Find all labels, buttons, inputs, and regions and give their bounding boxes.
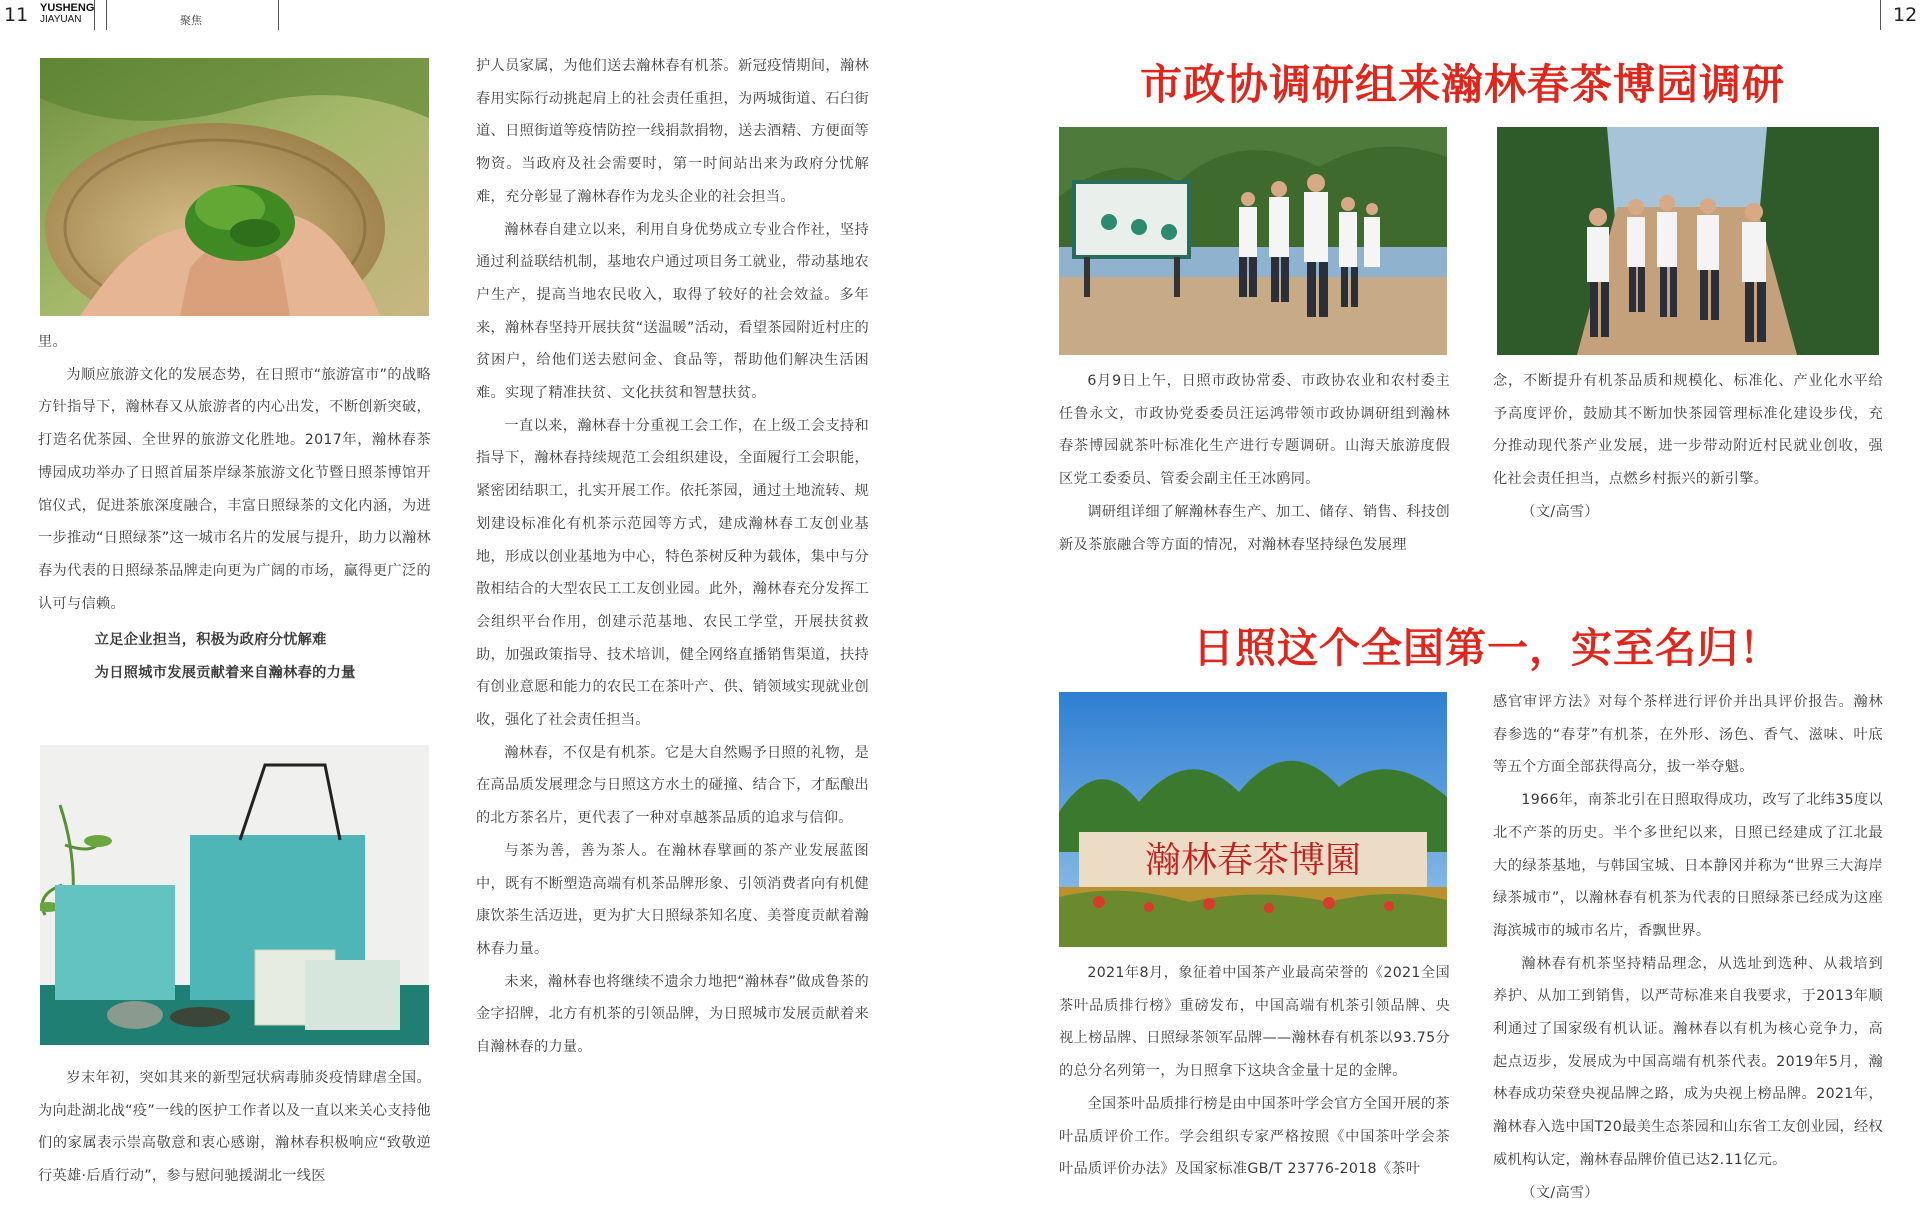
header-divider: [278, 0, 279, 30]
byline: （文/高雪）: [1521, 1184, 1599, 1201]
paragraph: 岁末年初，突如其来的新型冠状病毒肺炎疫情肆虐全国。为向赴湖北战“疫”一线的医护工作者以及一直以来关心支持他们的家属表示崇高敬意和衷心感谢，瀚林春积极响应“致敬逆行英雄·后盾行动”，参与慰问驰援湖北一线医: [38, 1070, 431, 1185]
tea-gift-box-photo: [40, 745, 429, 1045]
article1-column-2: [1493, 365, 1883, 529]
paragraph: 全国茶叶品质排行榜是由中国茶叶学会官方全国开展的茶叶品质评价工作。学会组织专家严格按照《中国茶叶学会茶叶品质评价办法》及国家标准GB/T 23776-2018《茶叶: [1059, 1095, 1450, 1178]
header-divider: [106, 0, 107, 30]
paragraph: 与茶为善，善为茶人。在瀚林春擘画的茶产业发展蓝图中，既有不断塑造高端有机茶品牌形象、引领消费者向有机健康饮茶生活迈进，更为扩大日照绿茶知名度、美誉度贡献着瀚林春力量。: [476, 842, 869, 957]
article-title: 日照这个全国第一，实至名归！: [1193, 624, 1781, 672]
paragraph: 瀚林春有机茶坚持精品理念，从选址到选种、从栽培到养护、从加工到销售，以严苛标准来自我要求，于2013年顺利通过了国家级有机认证。瀚林春以有机为核心竞争力，高起点迈步，发展成为中国高端有机茶代表。2019年5月，瀚林春成功荣登央视品牌之路，成为央视上榜品牌。2021年，瀚林春入选中国T20最美生态茶园和山东省工友创业园，经权威机构认定，瀚林春品牌价值已达2.11亿元。: [1493, 955, 1883, 1168]
article1-column-1: [1059, 365, 1450, 561]
paragraph: 瀚林春，不仅是有机茶。它是大自然赐予日照的礼物，是在高品质发展理念与日照这方水土的碰撞、结合下，才酝酿出的北方茶名片，更代表了一种对卓越茶品质的追求与信仰。: [476, 744, 869, 827]
article-title: 市政协调研组来瀚林春茶博园调研: [1140, 60, 1786, 109]
delegation-sign-photo: [1059, 127, 1447, 355]
header-divider: [94, 0, 95, 30]
paragraph: 瀚林春自建立以来，利用自身优势成立专业合作社，坚持通过利益联结机制，基地农户通过项目务工就业，带动基地农户生产，提高当地农民收入，取得了较好的社会效益。多年来，瀚林春坚持开展扶贫“送温暖”活动，看望茶园附近村庄的贫困户，给他们送去慰问金、食品等，帮助他们解决生活困难。实现了精准扶贫、文化扶贫和智慧扶贫。: [476, 221, 869, 402]
paragraph: 感官审评方法》对每个茶样进行评价并出具评价报告。瀚林春参选的“春芽”有机茶，在外形、汤色、香气、滋味、叶底等五个方面全部获得高分，拔一举夺魁。: [1493, 694, 1883, 776]
paragraph: 念，不断提升有机茶品质和规模化、标准化、产业化水平给予高度评价，鼓励其不断加快茶园管理标准化建设步伐，充分推动现代茶产业发展，进一步带动附近村民就业创收，强化社会责任担当，点燃乡村振兴的新引擎。: [1493, 373, 1883, 488]
paragraph: 6月9日上午，日照市政协常委、市政协农业和农村委主任鲁永文，市政协党委委员汪运鸿带领市政协调研组到瀚林春茶博园就茶叶标准化生产进行专题调研。山海天旅游度假区党工委委员、管委会副主任王冰鸥同。: [1059, 373, 1450, 488]
paragraph: 1966年，南茶北引在日照取得成功，改写了北纬35度以北不产茶的历史。半个多世纪以来，日照已经建成了江北最大的绿茶基地，与韩国宝城、日本静冈并称为“世界三大海岸绿茶城市”，以瀚林春有机茶为代表的日照绿茶已经成为这座海滨城市的城市名片，香飘世界。: [1493, 792, 1883, 939]
paragraph: 护人员家属，为他们送去瀚林春有机茶。新冠疫情期间，瀚林春用实际行动挑起肩上的社会责任重担，为两城街道、石臼街道、日照街道等疫情防控一线捐款捐物，送去酒精、方便面等物资。当政府及社会需要时，第一时间站出来为政府分忧解难，充分彰显了瀚林春作为龙头企业的社会担当。: [476, 58, 869, 205]
tea-garden-sign-photo: [1059, 692, 1447, 947]
right-page-number: 12: [1893, 4, 1918, 26]
paragraph: 2021年8月，象征着中国茶产业最高荣誉的《2021全国茶叶品质排行榜》重磅发布，中国高端有机茶引领品牌、央视上榜品牌、日照绿茶领军品牌——瀚林春有机茶以93.75分的总分名列第一，为日照拿下这块含金量十足的金牌。: [1059, 965, 1450, 1080]
left-page-number: 11: [4, 4, 29, 26]
red-subheading: 立足企业担当，积极为政府分忧解难: [94, 632, 327, 649]
red-subheading: 为日照城市发展贡献着来自瀚林春的力量: [94, 665, 356, 682]
paragraph: 为顺应旅游文化的发展态势，在日照市“旅游富市”的战略方针指导下，瀚林春又从旅游者的内心出发，不断创新突破，打造名优茶园、全世界的旅游文化胜地。2017年，瀚林春茶博园成功举办了日照首届茶岸绿茶旅游文化节暨日照茶博馆开馆仪式，促进茶旅深度融合，丰富日照绿茶的文化内涵，为进一步推动“日照绿茶”这一城市名片的发展与提升，助力以瀚林春为代表的日照绿茶品牌走向更为广阔的市场，赢得更广泛的认可与信赖。: [38, 366, 431, 612]
tea-hands-photo: [40, 58, 429, 316]
section-label: 聚焦: [180, 14, 202, 27]
article2-column-1: [1059, 957, 1450, 1186]
left-column-1: [38, 326, 431, 690]
brand-line-2: JIAYUAN: [40, 14, 82, 25]
garden-sign-text: 瀚林春茶博園: [1144, 840, 1362, 881]
byline: （文/高雪）: [1521, 503, 1599, 520]
header-divider: [1880, 0, 1881, 30]
left-column-1-continued: [38, 1062, 431, 1193]
brand-line-1: YUSHENG: [40, 2, 95, 14]
paragraph: 一直以来，瀚林春十分重视工会工作，在上级工会支持和指导下，瀚林春持续规范工会组织建设，全面履行工会职能，紧密团结职工，扎实开展工作。依托茶园，通过土地流转、规划建设标准化有机茶示范园等方式，建成瀚林春工友创业基地，形成以创业基地为中心，特色茶树反种为载体，集中与分散相结合的大型农民工工友创业园。此外，瀚林春充分发挥工会组织平台作用，创建示范基地、农民工学堂，开展扶贫救助，加强政策指导、技术培训，健全网络直播销售渠道，扶持有创业意愿和能力的农民工在茶叶产、供、销领域实现就业创收，强化了社会责任担当。: [476, 417, 869, 729]
paragraph: 调研组详细了解瀚林春生产、加工、储存、销售、科技创新及茶旅融合等方面的情况，对瀚林春坚持绿色发展理: [1059, 503, 1450, 553]
article2-column-2: [1493, 686, 1883, 1209]
paragraph: 未来，瀚林春也将继续不遗余力地把“瀚林春”做成鲁茶的金字招牌，北方有机茶的引领品牌，为日照城市发展贡献着来自瀚林春的力量。: [476, 973, 869, 1056]
paragraph: 里。: [38, 334, 67, 350]
delegation-walk-photo: [1497, 127, 1879, 355]
left-column-2: [476, 50, 869, 1064]
brand-logo: [40, 3, 94, 25]
